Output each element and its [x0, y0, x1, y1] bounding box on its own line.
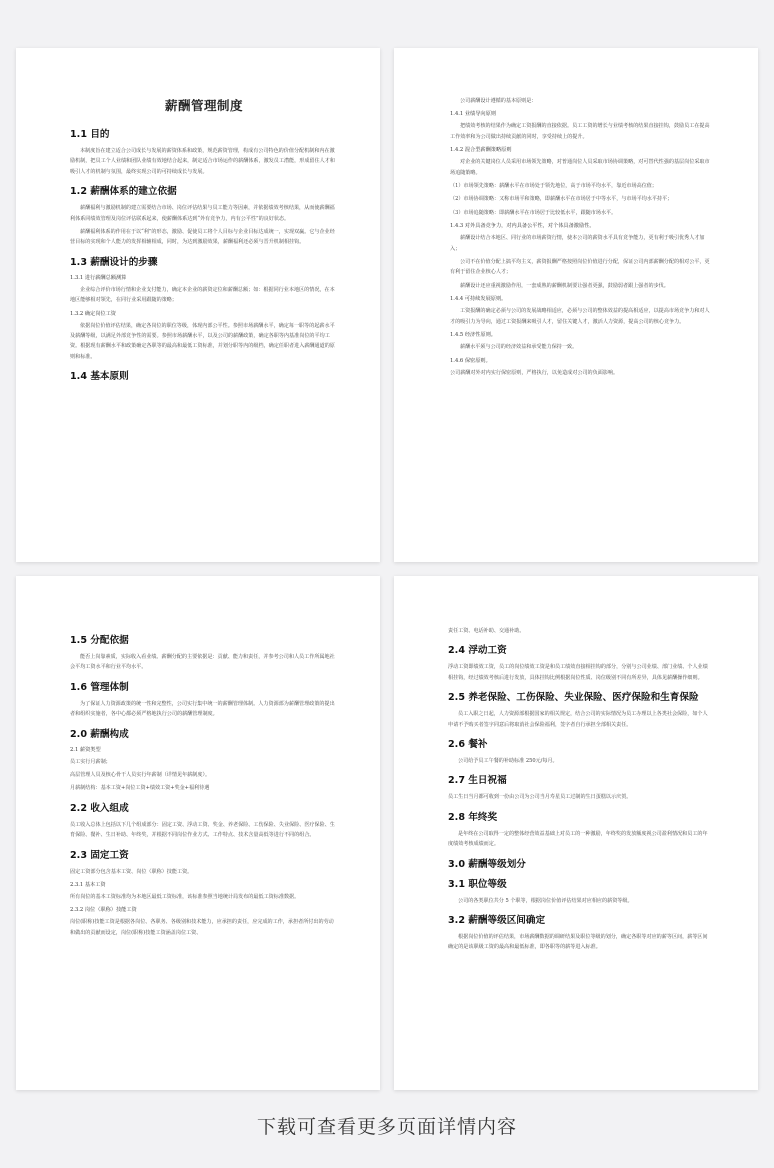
document-title: 薪酬管理制度: [164, 98, 243, 113]
section-heading: 1.5 分配依据: [70, 635, 129, 646]
section-heading: 3.0 薪酬等级划分: [448, 858, 526, 870]
section-heading: 1.4 基本原则: [70, 371, 129, 383]
subsection-heading: 1.4.2 混合型薪酬策略原则: [450, 147, 512, 154]
paragraph: 岗位(职称)技能工资是根据各岗位、各职务、各级别和技术能力，应承担的责任，应完成的工作，承担者所付出的劳动和做出的贡献而设定，岗位(职称)技能工资涵盖岗位工资、: [70, 919, 334, 936]
paragraph: 高层管理人员及核心骨干人员实行年薪制（详情见年薪制度）。: [70, 772, 211, 779]
list-item: （2）市场协调策略：又称市场平和策略，即薪酬水平在市场居于中等水平，与市场平均水平持平；: [450, 196, 673, 203]
document-page-2: [394, 48, 758, 562]
section-heading: 3.1 职位等级: [448, 878, 507, 890]
subsection-heading: 1.4.5 经济性原则。: [450, 332, 496, 339]
paragraph: 工资报酬的确定必须与公司的发展战略相适应，必须与公司的整体效益的提高相适应，以提高市场竞争力和对人才的吸引力为导向，通过工资报酬来吸引人才，留住关键人才，激活人力资源，提高公司的核心竞争力。: [450, 308, 710, 325]
paragraph: 月薪制结构：基本工资+岗位工资+绩效工资+奖金+福利待遇: [70, 785, 210, 792]
section-heading: 2.8 年终奖: [448, 811, 498, 823]
subsection-heading: 2.3.1 基本工资: [70, 882, 106, 889]
paragraph: 薪酬福利与激励机制的建立需要结合市场、岗位评估结果与员工能力等因素，并依据绩效考核结果，从而使薪酬福利体系同绩效管理及岗位评估联系起来，使薪酬体系达到“外有竞争力，内有公平性”的良好状态。: [70, 205, 335, 222]
section-heading: 2.0 薪酬构成: [70, 728, 129, 740]
paragraph: 公司给予员工午餐的补助标准 250元/每月。: [458, 758, 558, 765]
document-page-4: [394, 576, 758, 1090]
list-item: （3）市场追随策略：即薪酬水平在市场居于比较低水平，跟随市场水平。: [450, 209, 617, 216]
paragraph: 把绩效考核的结果作为确定工资报酬的直接依据。员工工资的增长与业绩考核的结果直接挂钩，鼓励员工在提高工作效率和为公司做出持续贡献的同时，享受持续上的提升。: [450, 123, 710, 140]
section-heading: 2.2 收入组成: [70, 802, 129, 814]
paragraph: 依据岗位价值评估结果，确定各岗位的职位等级，体现内部公平性。参照市场薪酬水平，确定每一职等的起薪水平及薪酬等级，以满足外部竞争性的需要。参照市场薪酬水平，以及公司的薪酬政策，确定各职等内基准岗位的平均工资。根据现有薪酬水平和政策确定各职等的最高和最低工资标准，并划分职等内的级档，确定任职者进入薪酬通道的原则和标准。: [70, 322, 335, 360]
paragraph: 责任工资、电话补助、交通补助。: [448, 628, 525, 634]
subsection-heading: 1.4.4 可持续发展原则。: [450, 296, 507, 303]
paragraph: 公司薪酬对外对内实行保密原则，严格执行，以免造成对公司的负面影响。: [450, 369, 619, 376]
section-heading: 2.6 餐补: [448, 739, 488, 751]
section-heading: 2.5 养老保险、工伤保险、失业保险、医疗保险和生育保险: [448, 692, 699, 704]
paragraph: 浮动工资即绩效工资，员工的岗位绩效工资是和员工绩效直接相挂钩的部分，分别与公司业绩、部门业绩、个人业绩相挂钩，经过绩效考核后进行发放，具体挂钩比例根据岗位性质、岗位级别不同有所差异，具体见薪酬操作细则。: [448, 664, 708, 681]
section-heading: 2.3 固定工资: [70, 849, 129, 861]
paragraph: 员工实行月薪制；: [70, 758, 111, 765]
paragraph: 薪酬水平须与公司的经济效益和承受能力保持一致。: [460, 344, 578, 351]
document-page-3: [16, 576, 380, 1090]
section-heading: 2.7 生日祝福: [448, 775, 507, 787]
document-page-1: [16, 48, 380, 562]
subsection-heading: 1.3.2 确定岗位工资: [70, 310, 116, 317]
paragraph: 薪酬福利体系的作用在于以“利”的形态，激励、促使员工将个人目标与企业目标达成统一，实现双赢。它与企业经营目标的实现和个人能力的发挥相辅相成，同时，为达到激励效果，薪酬福利还必须与晋升机制相挂钩。: [70, 229, 335, 246]
section-heading: 1.6 管理体制: [70, 681, 129, 693]
section-heading: 3.2 薪酬等级区间确定: [448, 915, 546, 927]
section-heading: 1.1 目的: [70, 129, 110, 140]
subsection-heading: 1.4.1 业绩导向原则: [450, 111, 496, 118]
section-heading: 2.4 浮动工资: [448, 645, 507, 657]
paragraph: 能否上岗靠素质，实际收入看业绩。薪酬分配的主要依据是：贡献、能力和责任，并参考公司和人员工作所属地社会平均工资水平和行业平均水平。: [70, 654, 335, 671]
subsection-heading: 1.4.3 对外具备竞争力，对内具备公平性，对个体具备激励性。: [450, 223, 595, 230]
section-heading: 1.2 薪酬体系的建立依据: [70, 186, 177, 198]
paragraph: 本制度旨在建立适合公司成长与发展的薪资体系和政策，规范薪资管理，构成有公司特色的价值分配机制和内在激励机制，把员工个人业绩和团队业绩有效地结合起来，制定适合市场运作的薪酬体系，激发员工潜能，形成留住人才和吸引人才的机制与氛围，最终实现公司的可持续成长与发展。: [70, 148, 335, 175]
paragraph: 员工生日当月都可收到一份由公司为公司当月寿星员工过制的生日蛋糕以示庆贺。: [448, 794, 632, 801]
paragraph: 根据岗位价值的评估结果，市场薪酬数据的调研结果及职位等级的划分，确定各职等对应的薪等区间，薪等区间确定的是该职级工资的最高和最低标准，即各职等的薪等进入标准。: [448, 934, 708, 951]
paragraph: 公司薪酬设计遵循的基本原则是：: [460, 98, 537, 104]
paragraph: 固定工资部分包含基本工资、岗位（职称）技能工资。: [70, 868, 193, 875]
paragraph: 薪酬设计结合本地区、同行业的市场薪资行情，使本公司的薪资水平具有竞争能力，更有利于吸引优秀人才加入；: [450, 235, 705, 252]
section-heading: 1.3 薪酬设计的步骤: [70, 256, 158, 268]
paragraph: 为了保证人力资源政策的统一性和完整性，公司实行集中统一的薪酬管理体制。人力资源部为薪酬管理政策的提出者和组织实施者，各中心都必须严格地执行公司的薪酬管理制度。: [70, 700, 335, 718]
paragraph: 是年终在公司取得一定的整体经营效益基础上对员工的一种激励，年终奖的发放额度视公司盈利情况和员工的年度绩效考核成绩而定。: [448, 830, 708, 848]
paragraph: 薪酬设计还应重视激励作用，一套成熟的薪酬机制要让强者更强，鼓励弱者跟上强者的步伐。: [460, 282, 669, 289]
paragraph: 所有岗位的基本工资标准均为本地区最低工资标准，该标准参照当地统计局发布的最低工资标准数据。: [70, 894, 300, 901]
paragraph: 员工入职之日起，人力资源部根据国家的相关规定，结合公司的实际情况为员工办理以上各类社会保险，如个人申请不予购买者签字同意后将取消社会保险福利，签字者自行承担全部相关责任。: [448, 711, 708, 728]
subsection-heading: 1.3.1 进行薪酬总额测算: [70, 274, 127, 281]
paragraph: 员工收入总体上包括以下几个组成部分：固定工资、浮动工资、奖金、养老保险、工伤保险、失业保险、医疗保险、生育保险、餐补、生日补助、年终奖，并根据不同岗位作业方式、工作特点、技术含量高低等进行不同的组合。: [70, 821, 335, 839]
paragraph: 公司不在价值分配上搞平均主义，薪资报酬严格按照岗位价值进行分配，保证公司内部薪酬分配的相对公平，更有利于留住企业核心人才；: [450, 259, 710, 276]
list-item: （1）市场领先策略：薪酬水平在市场处于领先地位，高于市场平均水平，靠近市场高位值；: [450, 183, 657, 190]
paragraph: 企业综合评价市场行情和企业支付能力，确定本企业的薪资定位和薪酬总额；如：根据同行业本地区的情况，在本地区能够相对领先，在同行业采用跟随的策略；: [70, 286, 335, 304]
download-caption: 下载可查看更多页面详情内容: [256, 1116, 517, 1138]
subsection-heading: 2.1 薪资类型: [70, 746, 101, 753]
paragraph: 公司的各类职位共分 5 个职等，根据岗位价值评估结果对应相应的薪资等级。: [458, 897, 633, 904]
subsection-heading: 1.4.6 保密原则。: [450, 357, 491, 364]
subsection-heading: 2.3.2 岗位（职称）技能工资: [70, 907, 137, 914]
paragraph: 对企业的关键岗位人员采用市场领先策略，对普通岗位人员采取市场协调策略，对可替代性强的基层岗位采取市场追随策略。: [450, 159, 710, 176]
